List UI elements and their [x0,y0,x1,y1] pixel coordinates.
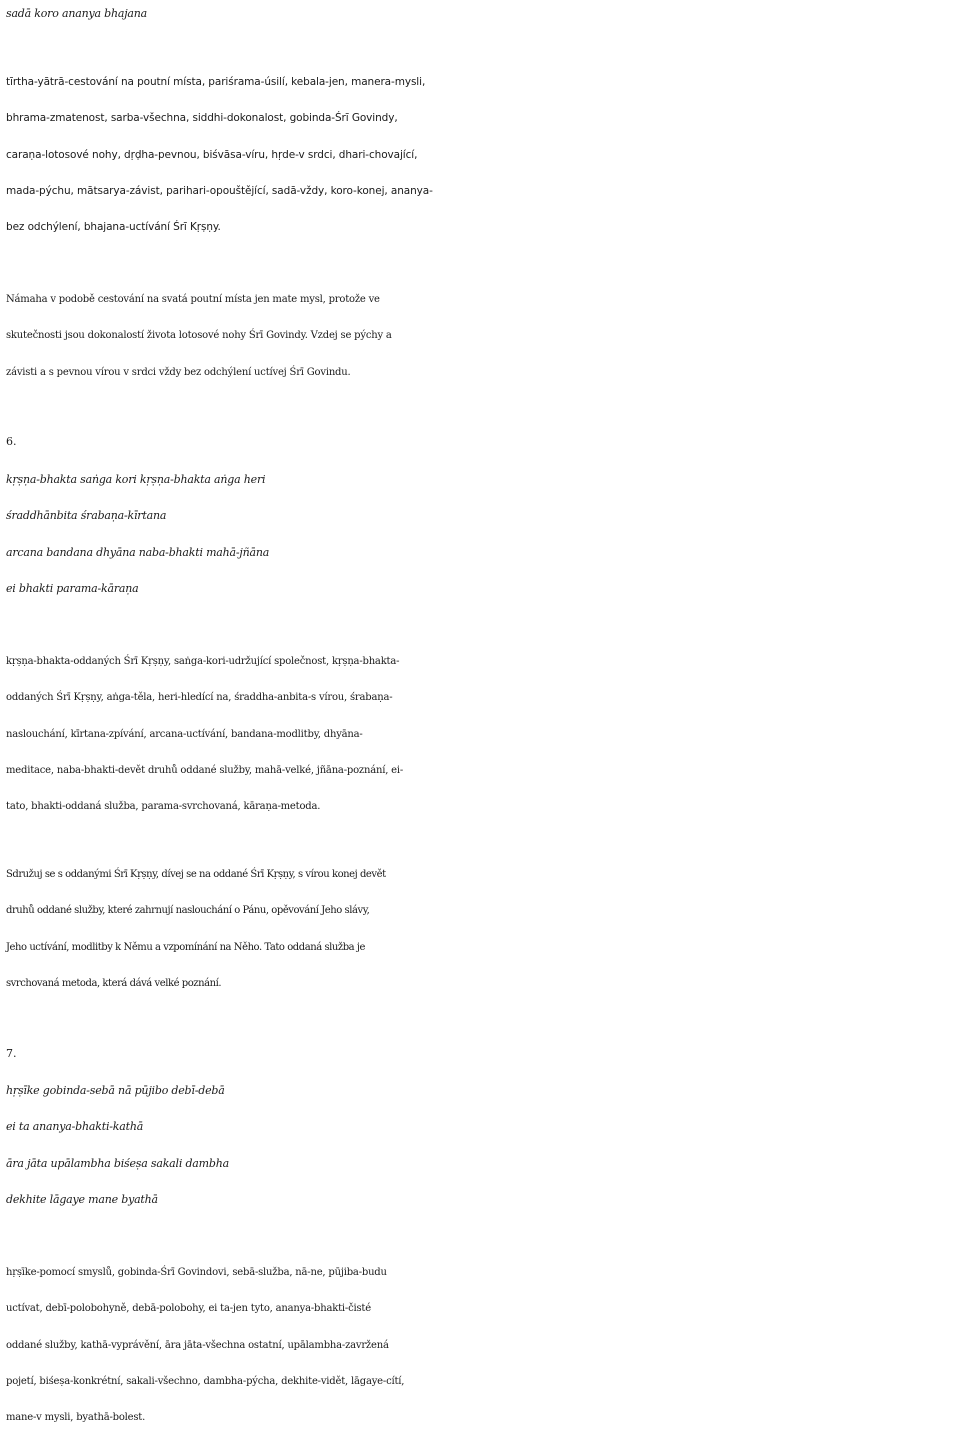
verse5-last-line [6,0,956,32]
purport-line: Námaha v podobě cestování na svatá poutní místa jen mate mysl, protože ve [6,294,380,305]
verse-line: kṛṣṇa-bhakta saṅga kori kṛṣṇa-bhakta aṅga heri [6,473,266,486]
purport-line: svrchovaná metoda, která dává velké poznání. [6,977,222,989]
purport-line: Jeho uctívání, modlitby k Němu a vzpomínání na Něho. Tato oddaná služba je [6,941,366,953]
verse-line: hṛṣīke gobinda-sebā nā pūjibo debī-debā [6,1084,225,1097]
translation-line: bhrama-zmatenost, sarba-všechna, siddhi-dokonalost, gobinda-Śrī Govindy, [6,112,398,125]
translation-line: oddané služby, kathā-vyprávění, āra jāta-všechna ostatní, upālambha-zavržená [6,1339,389,1351]
verse-line: dekhite lāgaye mane byathā [6,1192,158,1206]
translation-line: meditace, naba-bhakti-devět druhů oddané služby, mahā-velké, jñāna-poznání, ei- [6,764,404,776]
verse-line: arcana bandana dhyāna naba-bhakti mahā-jñāna [6,545,270,559]
translation-line: oddaných Śrī Kṛṣṇy, aṅga-těla, heri-hledící na, śraddha-anbita-s vírou, śrabaṇa- [6,692,393,704]
verse5-purport [6,282,956,391]
purport-line: skutečnosti jsou dokonalostí života lotosové nohy Śrī Govindy. Vzdej se pýchy a [6,330,392,342]
verse7-word-translation [6,1255,956,1436]
translation-line: pojetí, biśeṣa-konkrétní, sakali-všechno, dambha-pýcha, dekhite-vidět, lāgaye-cítí, [6,1375,405,1387]
translation-line: tīrtha-yātrā-cestování na poutní místa, pariśrama-úsilí, kebala-jen, manera-mysli, [6,76,426,88]
translation-line: tato, bhakti-oddaná služba, parama-svrchovaná, kāraṇa-metoda. [6,801,321,813]
translation-line: bez odchýlení, bhajana-uctívání Śrī Kṛṣṇy. [6,221,221,234]
verse-line: ei ta ananya-bhakti-kathā [6,1120,144,1134]
verse7-number [6,1036,956,1072]
translation-line: naslouchání, kīrtana-zpívání, arcana-uctívání, bandana-modlitby, dhyāna- [6,728,363,740]
purport-line: Sdružuj se s oddanými Śrī Kṛṣṇy, dívej se na oddané Śrī Kṛṣṇy, s vírou konej devět [6,869,386,880]
verse-line: ei bhakti parama-kāraṇa [6,581,139,595]
verse6-word-translation [6,644,956,825]
translation-line: mane-v mysli, byathā-bolest. [6,1412,146,1424]
translation-line: kṛṣṇa-bhakta-oddaných Śrī Kṛṣṇy, saṅga-kori-udržující společnost, kṛṣṇa-bhakta- [6,656,400,667]
verse-line: śraddhānbita śrabaṇa-kīrtana [6,509,167,523]
verse6-verse [6,462,956,607]
translation-line: uctívat, debī-polobohyně, debā-polobohy, ei ta-jen tyto, ananya-bhakti-čisté [6,1303,371,1315]
verse-line: āra jāta upālambha biśeṣa sakali dambha [6,1156,229,1170]
purport-line: druhů oddané služby, které zahrnují naslouchání o Pánu, opěvování Jeho slávy, [6,905,370,917]
verse-line: sadā koro ananya bhajana [6,7,148,20]
purport-line: závisti a s pevnou vírou v srdci vždy bez odchýlení uctívej Śrī Govindu. [6,366,351,378]
verse-number: 6. [6,435,17,448]
verse-number: 7. [6,1047,17,1060]
verse6-number [6,424,956,460]
verse5-word-translation [6,64,956,245]
translation-line: caraṇa-lotosové nohy, dṛḍha-pevnou, biśvāsa-víru, hṛde-v srdci, dhari-chovající, [6,148,418,161]
translation-line: mada-pýchu, mātsarya-závist, parihari-opouštějící, sadā-vždy, koro-konej, ananya- [6,184,433,197]
translation-line: hṛṣīke-pomocí smyslů, gobinda-Śrī Govindovi, sebā-služba, nā-ne, pūjiba-budu [6,1267,387,1278]
verse6-purport [6,857,956,1002]
verse7-verse [6,1073,956,1218]
